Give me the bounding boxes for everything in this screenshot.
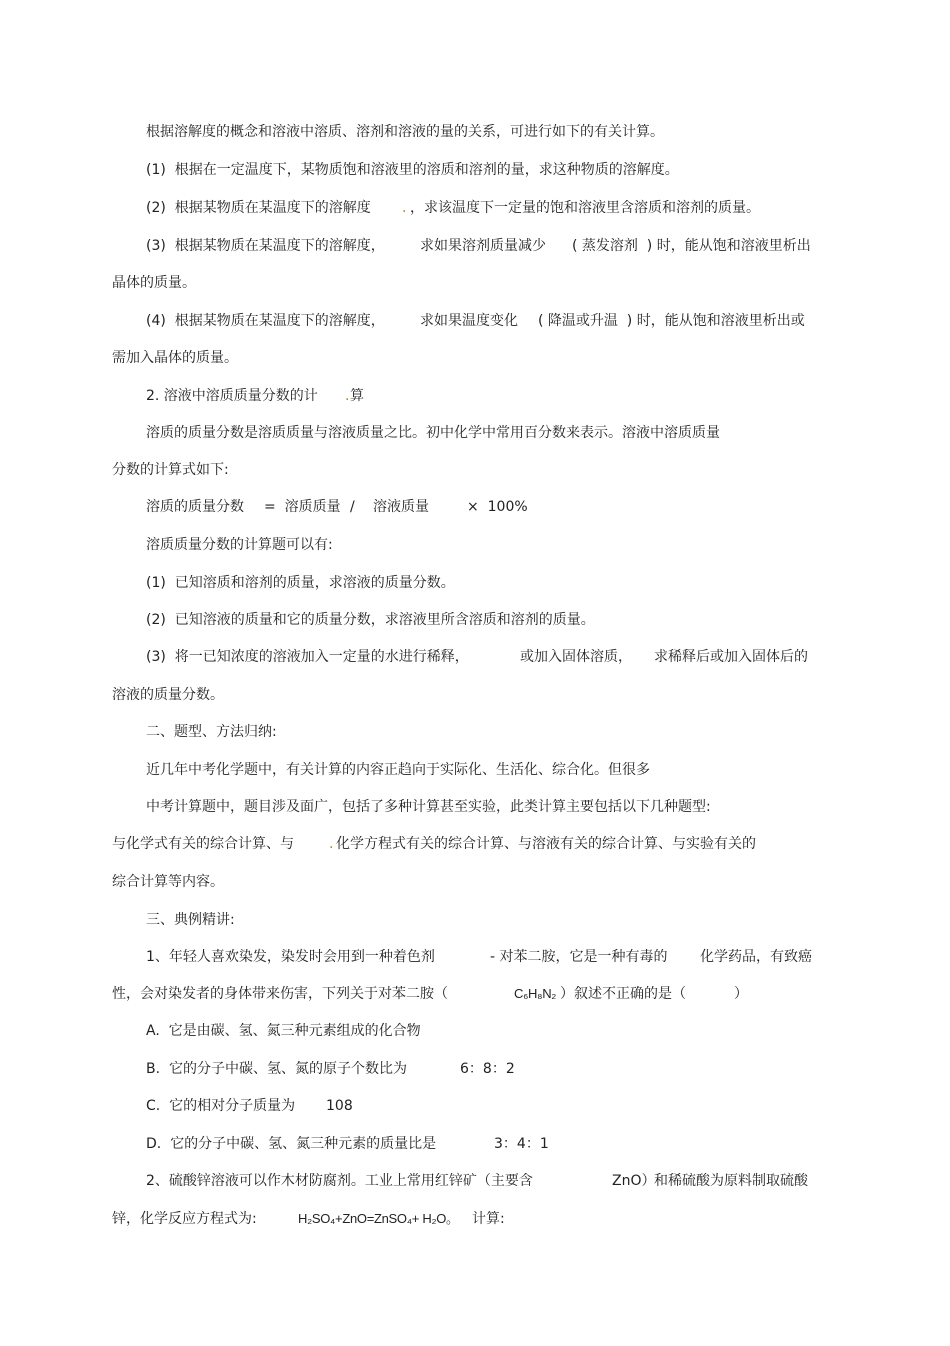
item-4-part-a: (4) 根据某物质在某温度下的溶解度， <box>146 313 385 329</box>
type-3-part-a: (3) 将一已知浓度的溶液加入一定量的水进行稀释， <box>146 649 469 665</box>
example-2-line-1b: 和稀硫酸为原料制取硫酸 <box>654 1173 808 1189</box>
formula-slash: / <box>350 499 355 515</box>
example-2-calc-label: 计算: <box>472 1211 505 1227</box>
example-2-zno: ZnO） <box>612 1173 656 1189</box>
section-heading-3: 三、典例精讲: <box>146 912 235 928</box>
example-1-line-1b: - 对苯二胺，它是一种有毒的 <box>490 949 668 965</box>
example-2-equation: H₂SO₄+ZnO=ZnSO₄+ H₂O。 <box>298 1211 459 1226</box>
definition-line-1: 溶质的质量分数是溶质质量与溶液质量之比。初中化学中常用百分数来表示。溶液中溶质质量 <box>146 425 720 441</box>
item-2-dot: . <box>402 200 407 216</box>
definition-line-2: 分数的计算式如下: <box>112 462 229 478</box>
type-3-part-b: 或加入固体溶质， <box>520 649 632 665</box>
example-2-line-2a: 锌，化学反应方程式为: <box>112 1211 257 1227</box>
summary-dot: . <box>329 836 334 852</box>
option-b-value: 6：8：2 <box>460 1061 515 1077</box>
summary-line-3b: 化学方程式有关的综合计算、与溶液有关的综合计算、与实验有关的 <box>336 836 756 852</box>
option-d-value: 3：4：1 <box>494 1136 549 1152</box>
item-2-part-b: ，求该温度下一定量的饱和溶液里含溶质和溶剂的质量。 <box>410 200 760 216</box>
item-3-part-b: 求如果溶剂质量减少 <box>420 238 546 254</box>
item-4-part-b: 求如果温度变化 <box>420 313 518 329</box>
question-types-heading: 溶质质量分数的计算题可以有: <box>146 537 333 553</box>
item-1: (1) 根据在一定温度下，某物质饱和溶液里的溶质和溶剂的量，求这种物质的溶解度。 <box>146 162 679 178</box>
item-3-part-a: (3) 根据某物质在某温度下的溶解度， <box>146 238 385 254</box>
item-3-part-c: ( 蒸发溶剂 ) 时，能从饱和溶液里析出 <box>572 238 811 254</box>
option-a: A. 它是由碳、氢、氮三种元素组成的化合物 <box>146 1023 421 1039</box>
section-2-heading-b: 算 <box>350 388 364 404</box>
summary-line-3a: 与化学式有关的综合计算、与 <box>112 836 294 852</box>
formula-label: 溶质的质量分数 <box>146 499 244 515</box>
section-heading-2: 二、题型、方法归纳: <box>146 724 277 740</box>
type-1: (1) 已知溶质和溶剂的质量，求溶液的质量分数。 <box>146 575 455 591</box>
item-3-continued: 晶体的质量。 <box>112 275 196 291</box>
type-3-continued: 溶液的质量分数。 <box>112 687 224 703</box>
formula-percent: × 100% <box>467 499 528 515</box>
item-4-part-c: ( 降温或升温 ) 时，能从饱和溶液里析出或 <box>538 313 805 329</box>
option-d-text: D. 它的分子中碳、氢、氮三种元素的质量比是 <box>146 1136 437 1152</box>
example-1-line-1a: 1、年轻人喜欢染发，染发时会用到一种着色剂 <box>146 949 435 965</box>
item-4-continued: 需加入晶体的质量。 <box>112 350 238 366</box>
formula-numerator: = 溶质质量 <box>264 499 341 515</box>
type-2: (2) 已知溶液的质量和它的质量分数，求溶液里所含溶质和溶剂的质量。 <box>146 612 595 628</box>
para-intro: 根据溶解度的概念和溶液中溶质、溶剂和溶液的量的关系，可进行如下的有关计算。 <box>146 124 664 140</box>
section-2-dot: . <box>345 388 350 404</box>
formula-denominator: 溶液质量 <box>373 499 429 515</box>
option-c-text: C. 它的相对分子质量为 <box>146 1098 296 1114</box>
example-1-line-2a: 性，会对染发者的身体带来伤害，下列关于对苯二胺（ <box>112 986 448 1002</box>
summary-line-2: 中考计算题中，题目涉及面广，包括了多种计算甚至实验，此类计算主要包括以下几种题型: <box>146 799 711 815</box>
example-1-line-1c: 化学药品，有致癌 <box>700 949 812 965</box>
example-1-answer-blank: ） <box>734 986 748 1002</box>
summary-line-4: 综合计算等内容。 <box>112 874 224 890</box>
example-1-line-2b: ）叙述不正确的是（ <box>560 986 686 1002</box>
option-c-value: 108 <box>326 1098 353 1114</box>
example-1-formula: C₆H₈N₂ <box>514 986 557 1001</box>
option-b-text: B. 它的分子中碳、氢、氮的原子个数比为 <box>146 1061 407 1077</box>
section-2-heading-a: 2. 溶液中溶质质量分数的计 <box>146 388 318 404</box>
example-2-line-1a: 2、硫酸锌溶液可以作木材防腐剂。工业上常用红锌矿（主要含 <box>146 1173 533 1189</box>
summary-line-1: 近几年中考化学题中，有关计算的内容正趋向于实际化、生活化、综合化。但很多 <box>146 762 650 778</box>
type-3-part-c: 求稀释后或加入固体后的 <box>654 649 808 665</box>
item-2-part-a: (2) 根据某物质在某温度下的溶解度 <box>146 200 371 216</box>
